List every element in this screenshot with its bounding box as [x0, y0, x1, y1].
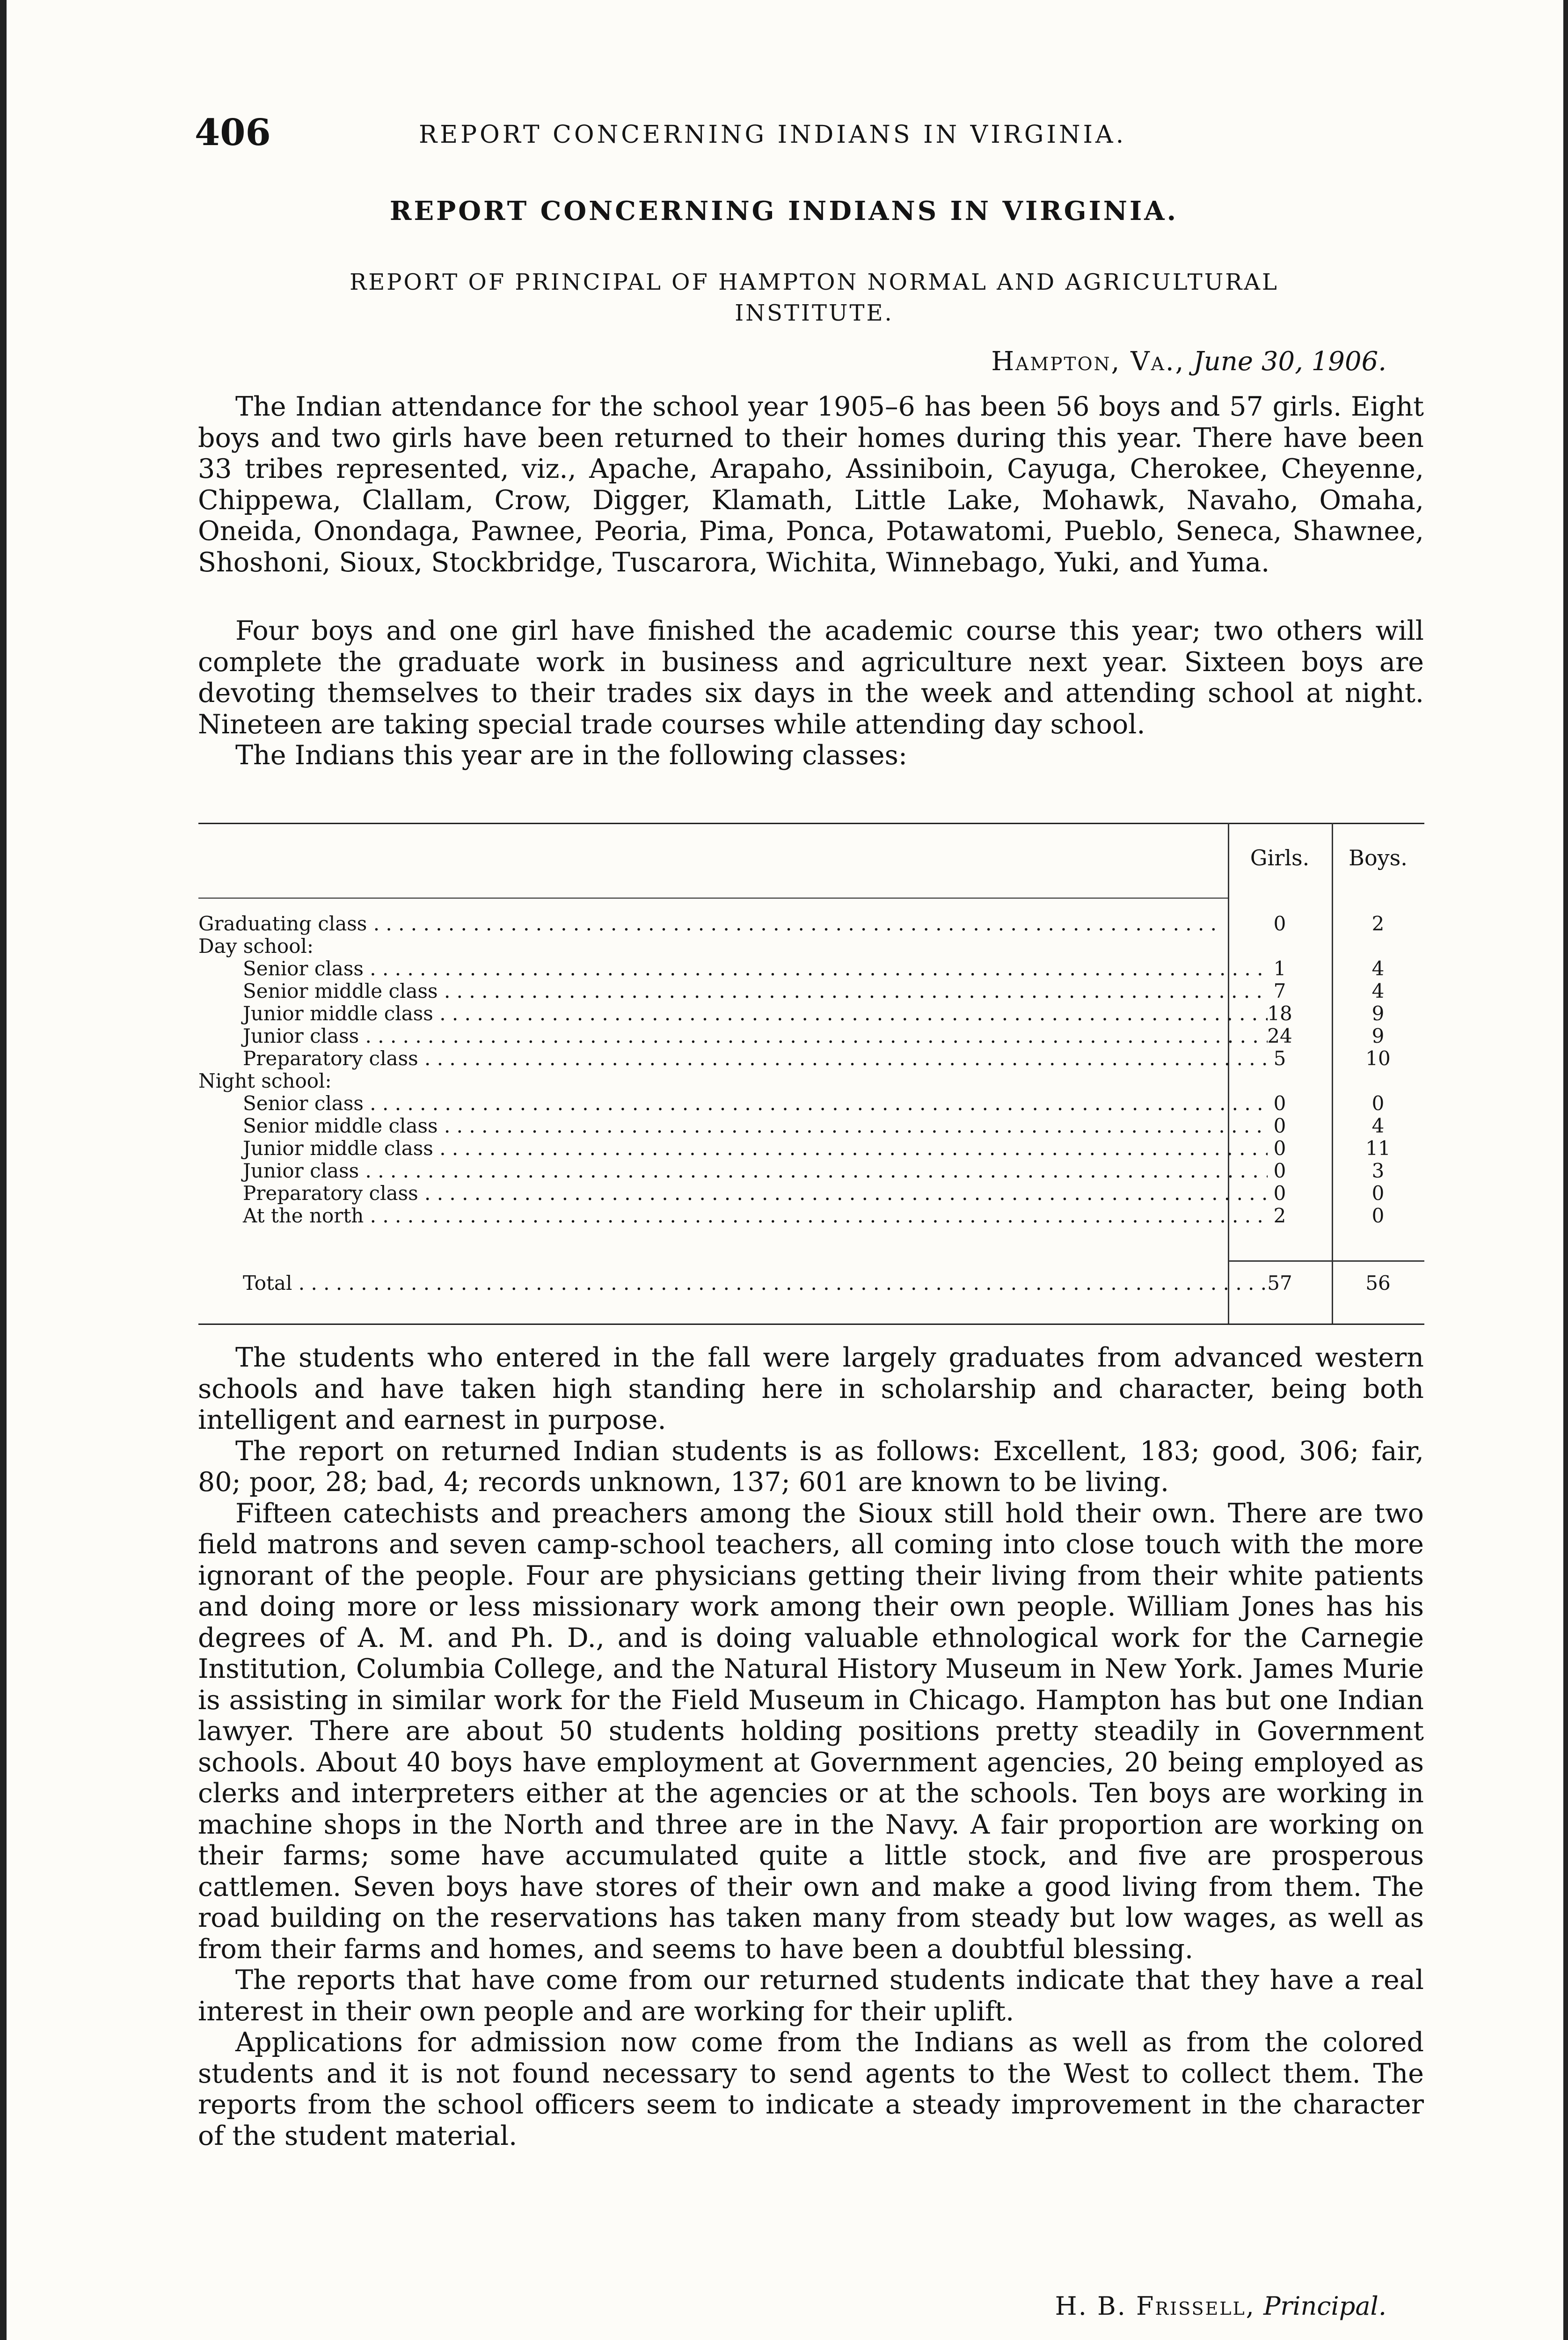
- opening-paragraphs: [198, 391, 1424, 578]
- paragraph-occupations: Fifteen catechists and preachers among the Sioux still hold their own. There are two field matrons and seven camp-school teachers, all coming into close touch with the more ignorant of the people. Four are physicians getting their living from their white patients and doing more or less missionary work among their own people. William Jones has his degrees of A. M. and Ph. D., and is doing valuable ethnological work for the Carnegie Institution, Columbia College, and the Natural History Museum in New York. James Murie is assisting in similar work for the Field Museum in Chicago. Hampton has but one Indian lawyer. There are about 50 students holding positions pretty steadily in Government schools. About 40 boys have employment at Government agencies, 20 being employed as clerks and interpreters either at the agencies or at the schools. Ten boys are working in machine shops in the North and three are in the Navy. A fair proportion are working on their farms; some have accumulated quite a little stock, and five are prosperous cattlemen. Seven boys have stores of their own and make a good living from them. The road building on the reservations has taken many from steady but low wages, as well as from their farms and homes, and seems to have been a doubtful blessing.: [198, 1498, 1424, 1965]
- girls-count: 0: [1273, 1092, 1286, 1115]
- paragraph-academic: Four boys and one girl have finished the academic course this year; two others will complete the graduate work in business and agriculture next year. Sixteen boys are devoting themselves to their trades six days in the week and attending school at night. Nineteen are taking special trade courses while attending day school.: [198, 615, 1424, 740]
- table-header-rule: [198, 898, 1228, 899]
- boys-count: 9: [1371, 1024, 1385, 1047]
- girls-count: 0: [1273, 1159, 1286, 1182]
- paragraph-attendance: The Indian attendance for the school year 1905–6 has been 56 boys and 57 girls. Eight boys and two girls have been returned to their homes during this year. There have been 33 tribes represented, viz., Apache, Arapaho, Assiniboin, Cayuga, Cherokee, Cheyenne, Chippewa, Clallam, Crow, Digger, Klamath, Little Lake, Mohawk, Navaho, Omaha, Oneida, Onondaga, Pawnee, Peoria, Pima, Ponca, Potawatomi, Pueblo, Seneca, Shawnee, Shoshoni, Sioux, Stockbridge, Tuscarora, Wichita, Winnebago, Yuki, and Yuma.: [198, 391, 1424, 578]
- boys-count: 2: [1371, 912, 1385, 935]
- boys-count: 0: [1371, 1204, 1385, 1227]
- row-label: Day school:: [198, 935, 314, 958]
- row-label: Junior class . . .: [198, 1160, 1268, 1182]
- paragraph-classes-intro: The Indians this year are in the following classes:: [235, 740, 908, 771]
- page-title: REPORT CONCERNING INDIANS IN VIRGINIA.: [389, 196, 1179, 227]
- girls-total: 57: [1267, 1272, 1292, 1294]
- boys-count: 11: [1365, 1137, 1391, 1160]
- girls-count: 0: [1273, 1114, 1286, 1137]
- total-rule: [1228, 1260, 1424, 1262]
- table-row: [198, 1182, 1424, 1205]
- table-row: [198, 935, 1424, 958]
- girls-count: 0: [1273, 912, 1286, 935]
- row-label: Graduating class . . .: [198, 913, 1223, 935]
- boys-count: 0: [1371, 1092, 1385, 1115]
- boys-count: 10: [1365, 1047, 1391, 1070]
- table-row: [198, 1137, 1424, 1160]
- dateline: [991, 346, 1386, 377]
- boys-count: 3: [1371, 1159, 1385, 1182]
- row-label: Senior class . . .: [198, 1092, 1268, 1115]
- paragraph-reports: The reports that have come from our returned students indicate that they have a real interest in their own people and are working for their uplift.: [198, 1965, 1424, 2027]
- academic-paragraphs: [198, 615, 1424, 771]
- row-label: Senior middle class . . .: [198, 980, 1268, 1002]
- subtitle-line-1: REPORT OF PRINCIPAL OF HAMPTON NORMAL AND AGRICULTURAL: [350, 269, 1279, 295]
- running-head: REPORT CONCERNING INDIANS IN VIRGINIA.: [419, 121, 1127, 149]
- row-label: Night school:: [198, 1070, 332, 1092]
- paragraph-applications: Applications for admission now come from the Indians as well as from the colored students and it is not found necessary to send agents to the West to collect them. The reports from the school officers seem to indicate a steady improvement in the character of the student material.: [198, 2027, 1424, 2151]
- row-label: Preparatory class . . .: [198, 1047, 1268, 1070]
- row-label: Senior middle class . . .: [198, 1115, 1268, 1137]
- boys-total: 56: [1365, 1272, 1391, 1294]
- boys-count: 4: [1371, 957, 1385, 980]
- page-edge-right: [1563, 0, 1568, 2340]
- page-edge-left: [0, 0, 7, 2340]
- table-row: [198, 958, 1424, 980]
- table-row: [198, 1115, 1424, 1137]
- row-label: Junior class . . .: [198, 1025, 1268, 1047]
- table-row: [198, 980, 1424, 1002]
- girls-count: 24: [1267, 1024, 1292, 1047]
- row-label: Junior middle class . . .: [198, 1137, 1268, 1160]
- boys-count: 9: [1371, 1002, 1385, 1025]
- signature: [1055, 2291, 1386, 2321]
- dateline-date: June 30, 1906.: [1193, 346, 1386, 377]
- table-row: [198, 1070, 1424, 1092]
- girls-count: 1: [1273, 957, 1286, 980]
- girls-count: 5: [1273, 1047, 1286, 1070]
- girls-count: 7: [1273, 980, 1286, 1002]
- girls-count: 2: [1273, 1204, 1286, 1227]
- table-top-rule: [198, 823, 1424, 824]
- boys-count: 0: [1371, 1182, 1385, 1205]
- paragraph-students: The students who entered in the fall were largely graduates from advanced western schools and have taken high standing here in scholarship and character, being both intelligent and earnest in purpose.: [198, 1342, 1424, 1435]
- signature-name: H. B. Frissell,: [1055, 2291, 1255, 2321]
- boys-count: 4: [1371, 1114, 1385, 1137]
- page-number: 406: [195, 111, 271, 154]
- table-row: [198, 1205, 1424, 1227]
- table-bottom-rule: [198, 1324, 1424, 1325]
- paragraph-returned-students: The report on returned Indian students is as follows: Excellent, 183; good, 306; fair, 80; poor, 28; bad, 4; records unknown, 137; 601 are known to be living.: [198, 1435, 1424, 1498]
- closing-paragraphs: [198, 1342, 1424, 2151]
- report-subtitle: [260, 267, 1369, 329]
- column-header-boys: Boys.: [1349, 845, 1408, 870]
- table-row: [198, 913, 1424, 935]
- boys-count: 4: [1371, 980, 1385, 1002]
- table-row: [198, 1002, 1424, 1025]
- row-label: Senior class . . .: [198, 958, 1268, 980]
- table-row: [198, 1047, 1424, 1070]
- column-header-girls: Girls.: [1250, 845, 1310, 870]
- table-row: [198, 1092, 1424, 1115]
- total-label: Total . . .: [198, 1272, 1268, 1294]
- classes-table: [198, 823, 1424, 1326]
- table-row: [198, 1025, 1424, 1047]
- girls-count: 0: [1273, 1182, 1286, 1205]
- subtitle-line-2: INSTITUTE.: [735, 300, 894, 326]
- table-total-row: [198, 1272, 1424, 1294]
- signature-title: Principal.: [1263, 2291, 1386, 2321]
- row-label: Preparatory class . . .: [198, 1182, 1268, 1205]
- row-label: At the north . . .: [198, 1205, 1268, 1227]
- girls-count: 18: [1267, 1002, 1292, 1025]
- girls-count: 0: [1273, 1137, 1286, 1160]
- row-label: Junior middle class . . .: [198, 1002, 1268, 1025]
- table-row: [198, 1160, 1424, 1182]
- dateline-place: Hampton, Va.,: [991, 346, 1185, 377]
